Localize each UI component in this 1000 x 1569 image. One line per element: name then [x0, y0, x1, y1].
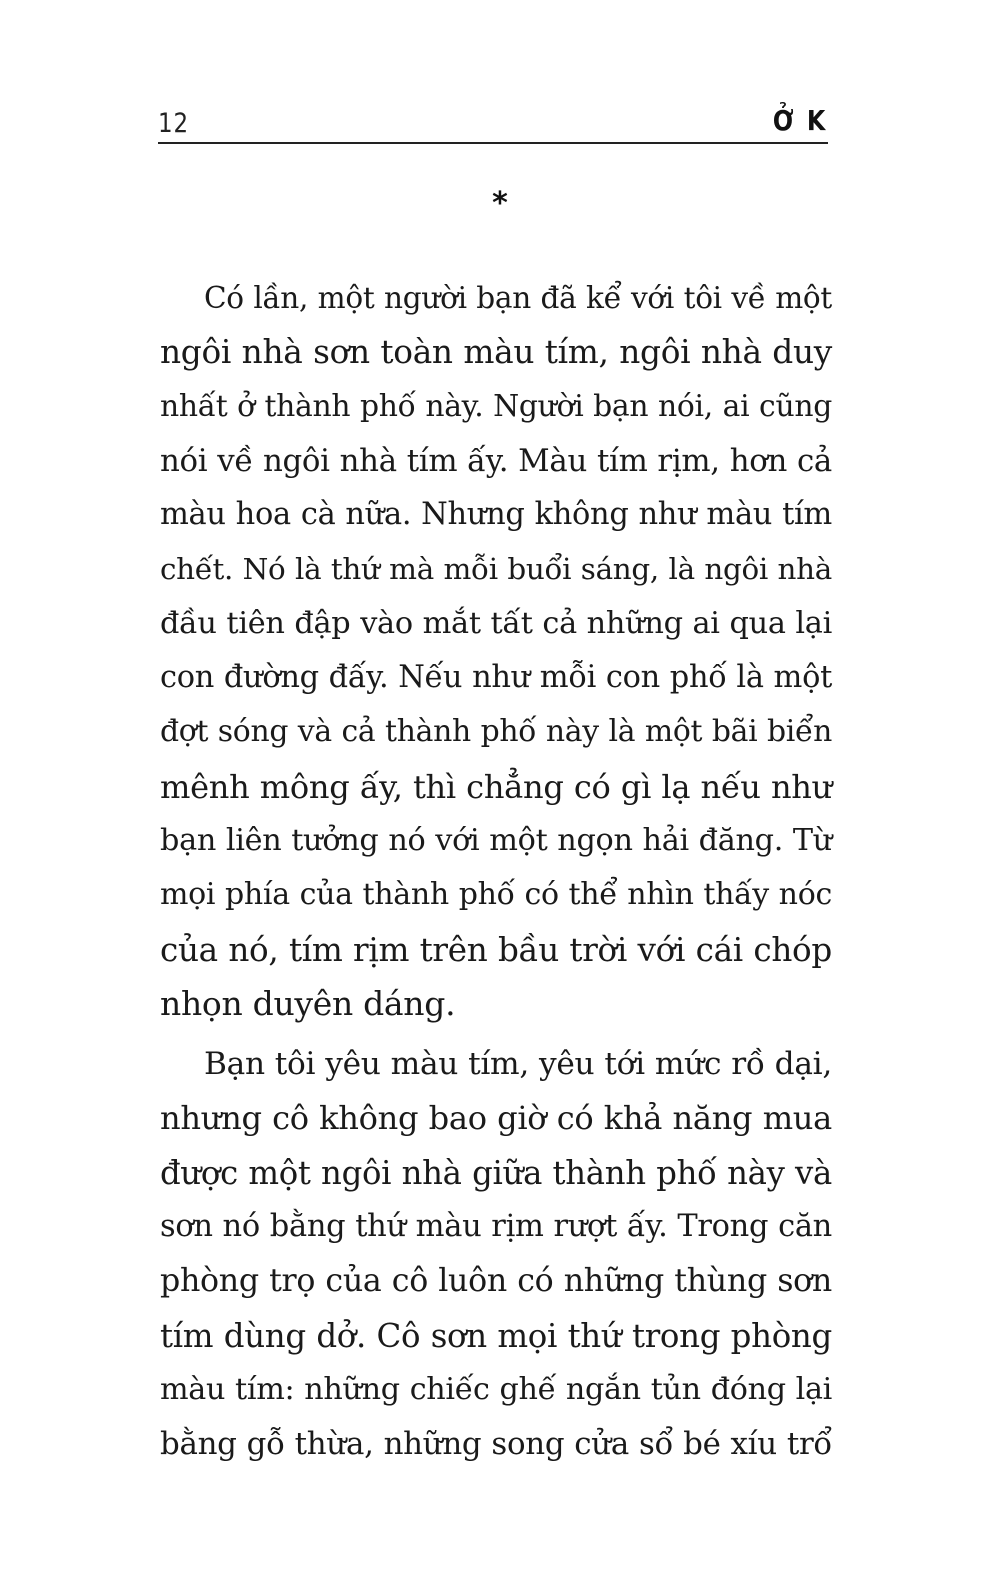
section-separator: *: [492, 186, 508, 221]
text-line: Bạn tôi yêu màu tím, yêu tới mức rồ dại,: [204, 1046, 832, 1083]
text-line: màu tím: những chiếc ghế ngắn tủn đóng lại: [160, 1371, 832, 1407]
text-line: nhưng cô không bao giờ có khả năng mua: [160, 1099, 832, 1138]
text-line: đợt sóng và cả thành phố này là một bãi biển: [160, 714, 832, 750]
text-line: bạn liên tưởng nó với một ngọn hải đăng. Từ: [160, 822, 832, 858]
text-line: bằng gỗ thừa, những song cửa sổ bé xíu trổ: [160, 1426, 832, 1463]
body-text: [160, 271, 832, 1472]
text-line: phòng trọ của cô luôn có những thùng sơn: [160, 1263, 832, 1300]
paragraph-2: [160, 1037, 832, 1471]
text-line: nhất ở thành phố này. Người bạn nói, ai cũng: [160, 388, 832, 424]
text-line: mọi phía của thành phố có thể nhìn thấy nóc: [160, 877, 832, 913]
header-rule: [158, 142, 828, 144]
text-line: tím dùng dở. Cô sơn mọi thứ trong phòng: [160, 1316, 832, 1355]
text-line: nói về ngôi nhà tím ấy. Màu tím rịm, hơn cả: [160, 442, 832, 479]
text-line: được một ngôi nhà giữa thành phố này và: [160, 1153, 832, 1192]
text-line: của nó, tím rịm trên bầu trời với cái chóp: [160, 930, 832, 969]
text-line: màu hoa cà nữa. Nhưng không như màu tím: [160, 497, 832, 533]
text-line: nhọn duyên dáng.: [160, 983, 456, 1023]
text-line: đầu tiên đập vào mắt tất cả những ai qua lại: [160, 605, 832, 641]
text-line: ngôi nhà sơn toàn màu tím, ngôi nhà duy: [160, 333, 832, 372]
text-line: Có lần, một người bạn đã kể với tôi về một: [204, 281, 832, 315]
text-line: con đường đấy. Nếu như mỗi con phố là một: [160, 660, 832, 696]
paragraph-1: [160, 271, 832, 1031]
page-header: [158, 100, 828, 144]
text-line: chết. Nó là thứ mà mỗi buổi sáng, là ngôi nhà: [160, 552, 832, 587]
text-line: sơn nó bằng thứ màu rịm rượt ấy. Trong căn: [160, 1209, 832, 1245]
page-number: 12: [158, 108, 189, 139]
running-title: Ở K: [772, 104, 828, 137]
text-line: mênh mông ấy, thì chẳng có gì lạ nếu như: [160, 767, 832, 806]
